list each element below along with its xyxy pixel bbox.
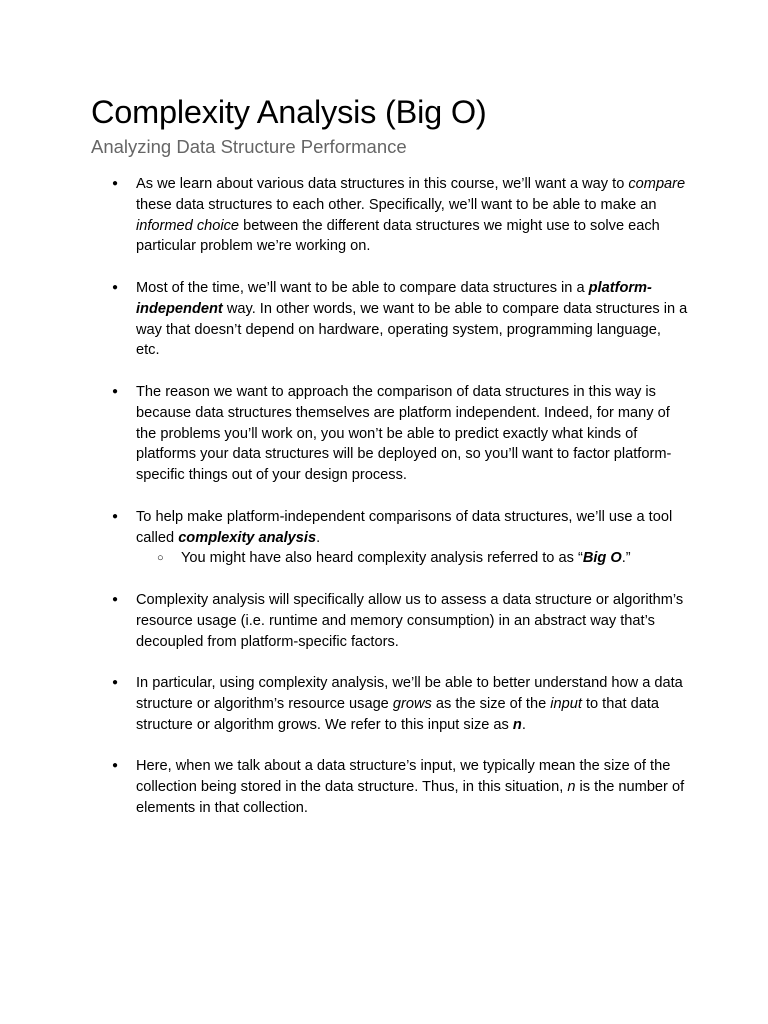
bullet-text: way. In other words, we want to be able to compare data structures in a way that doesn’t depend on hardware, operating system, programming language, etc. [136,300,688,359]
bullet-text: to that data structure or algorithm grows. We refer to this input size as [136,695,659,733]
sub-bullet-text: You might have also heard complexity analysis referred to as “ [181,550,583,567]
bullet-list [91,174,688,819]
emphasis-grows: grows [392,695,432,712]
emphasis-big-o: Big O [582,550,622,567]
emphasis-platform-independent: platform-independent [136,279,652,317]
bullet-text: The reason we want to approach the comparison of data structures in this way is because data structures themselves are platform independent. Indeed, for many of the problems you’ll work on, you won’t be able to predict exactly what kinds of platforms your data structures will be deployed on, so you’ll want to factor platform-specific things out of your design process. [136,383,672,484]
bullet-item-platform-independent [91,278,688,361]
bullet-item-compare [91,174,688,257]
bullet-text: To help make platform-independent comparisons of data structures, we’ll use a tool called [136,508,673,546]
bullet-text: Complexity analysis will specifically allow us to assess a data structure or algorithm’s resource usage (i.e. runtime and memory consumption) in an abstract way that’s decoupled from platform-specific factors. [136,591,684,650]
sub-bullet-text: .” [621,550,631,567]
emphasis-n: n [512,716,522,733]
bullet-item-growth [91,673,688,735]
bullet-text: as the size of the [431,695,551,712]
bullet-text: is the number of elements in that collection. [136,779,685,816]
sub-bullet-item-big-o [136,548,688,569]
page-subtitle: Analyzing Data Structure Performance [91,136,407,157]
sub-bullet-list [136,548,688,569]
emphasis-complexity-analysis: complexity analysis [178,529,317,546]
bullet-item-resource-usage [91,590,688,652]
bullet-text: Here, when we talk about a data structure’s input, we typically mean the size of the collection being stored in the data structure. Thus, in this situation, [136,758,671,796]
emphasis-informed-choice: informed choice [136,217,240,234]
bullet-item-complexity-analysis [91,507,688,569]
bullet-text: In particular, using complexity analysis, we’ll be able to better understand how a data structure or algorithm’s resource usage [136,675,683,712]
bullet-item-input-size [91,756,688,818]
page-title: Complexity Analysis (Big O) [91,94,487,130]
bullet-text: between the different data structures we might use to solve each particular problem we’re working on. [136,217,660,255]
bullet-text: As we learn about various data structures in this course, we’ll want a way to [136,176,629,192]
bullet-text: Most of the time, we’ll want to be able to compare data structures in a [136,279,589,296]
emphasis-input: input [550,695,582,712]
bullet-item-reason [91,382,688,486]
bullet-text: . [316,529,321,546]
emphasis-n: n [567,779,576,796]
bullet-text: these data structures to each other. Specifically, we’ll want to be able to make an [136,196,657,213]
emphasis-compare: compare [628,176,686,192]
bullet-text: . [521,716,526,733]
